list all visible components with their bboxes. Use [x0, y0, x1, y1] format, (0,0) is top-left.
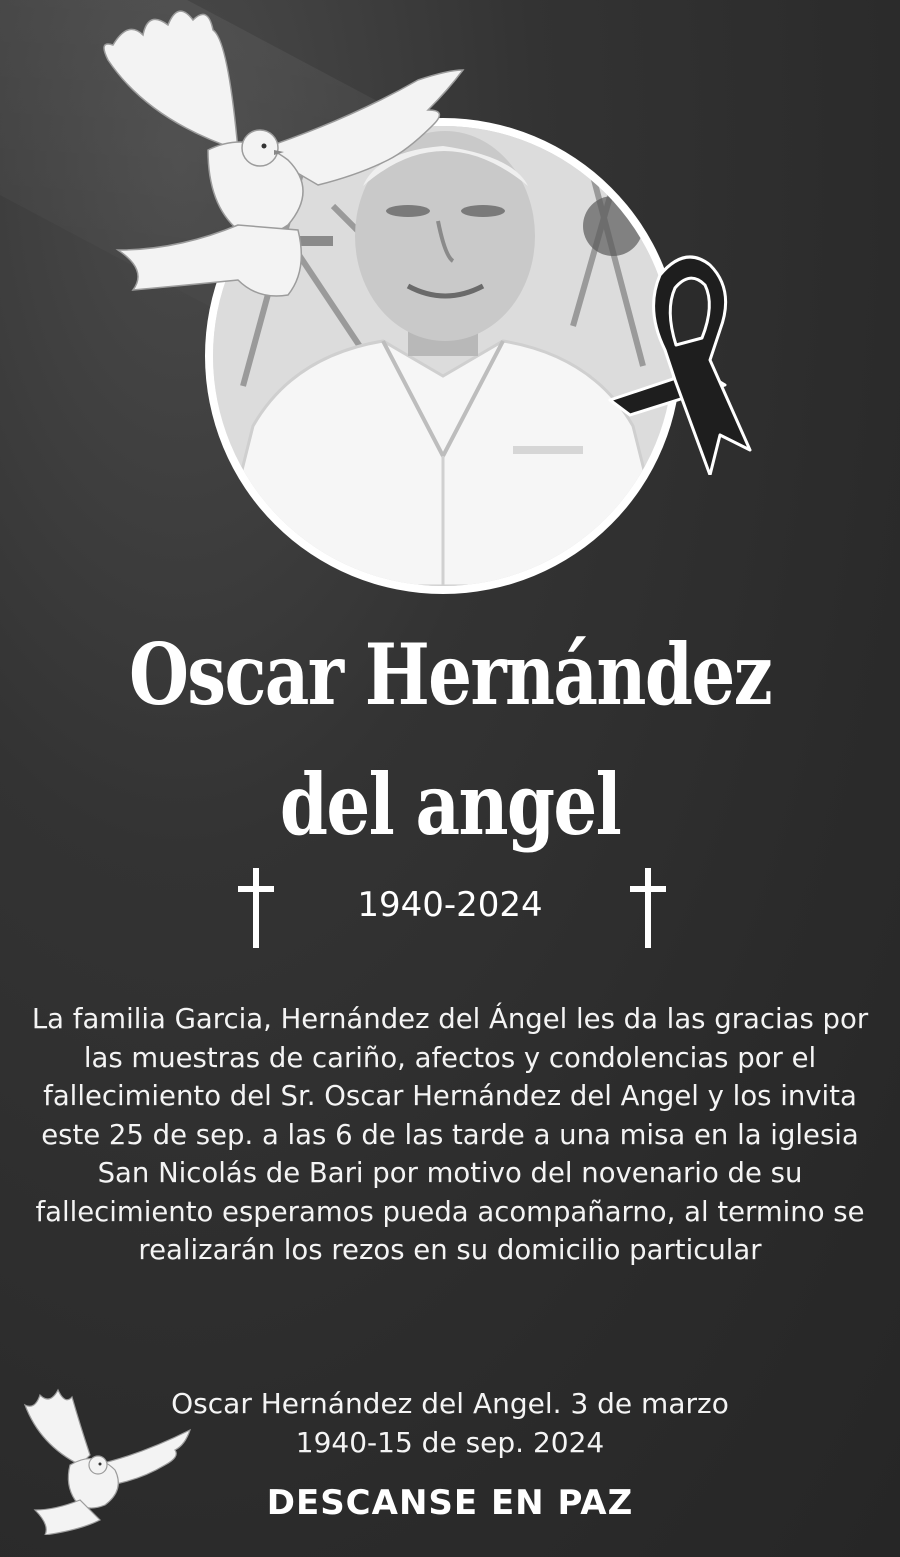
cross-icon [628, 868, 668, 948]
deceased-name-line1: Oscar Hernández [128, 625, 772, 724]
dove-icon [88, 0, 478, 310]
mourning-ribbon-icon [590, 250, 760, 475]
footer-dates-line2: 1940-15 de sep. 2024 [295, 1426, 605, 1459]
deceased-name-line2: del angel [279, 755, 621, 854]
acknowledgement-message: La familia Garcia, Hernández del Ángel les da las gracias por las muestras de cariño, afectos y condolencias por el fallecimiento del Sr. Oscar Hernández del Angel y los invita este 25 de sep. a las 6 de las tarde a una misa en la iglesia San Nicolás de Bari por motivo del novenario de su fallecimiento esperamos pueda acompañarno, al termino se realizarán los rezos en su domicilio particular [31, 1003, 869, 1266]
life-years: 1940-2024 [357, 885, 543, 925]
rest-in-peace-closing: DESCANSE EN PAZ [266, 1483, 634, 1523]
footer-dates-line1: Oscar Hernández del Angel. 3 de marzo [171, 1387, 729, 1420]
